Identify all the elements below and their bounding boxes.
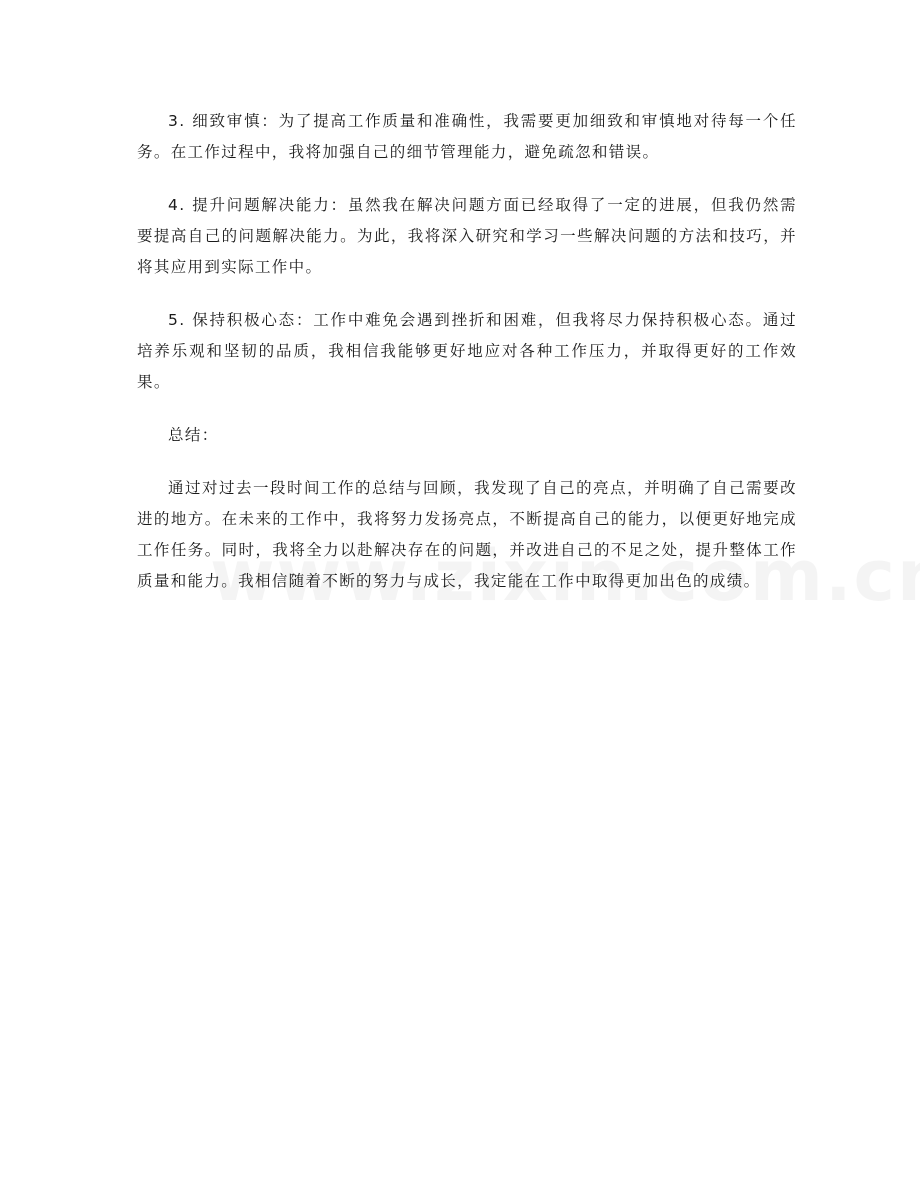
summary-heading: 总结： (168, 426, 219, 444)
document-body (137, 106, 797, 619)
paragraph-item-5: 5. 保持积极心态：工作中难免会遇到挫折和困难，但我将尽力保持积极心态。通过培养乐观和坚韧的品质，我相信我能够更好地应对各种工作压力，并取得更好的工作效果。 (137, 311, 797, 391)
paragraph-item-4: 4. 提升问题解决能力：虽然我在解决问题方面已经取得了一定的进展，但我仍然需要提高自己的问题解决能力。为此，我将深入研究和学习一些解决问题的方法和技巧，并将其应用到实际工作中。 (137, 196, 797, 276)
summary-paragraph: 通过对过去一段时间工作的总结与回顾，我发现了自己的亮点，并明确了自己需要改进的地方。在未来的工作中，我将努力发扬亮点，不断提高自己的能力，以便更好地完成工作任务。同时，我将全力以赴解决存在的问题，并改进自己的不足之处，提升整体工作质量和能力。我相信随着不断的努力与成长，我定能在工作中取得更加出色的成绩。 (137, 479, 797, 590)
paragraph-item-3: 3. 细致审慎：为了提高工作质量和准确性，我需要更加细致和审慎地对待每一个任务。在工作过程中，我将加强自己的细节管理能力，避免疏忽和错误。 (137, 112, 797, 161)
